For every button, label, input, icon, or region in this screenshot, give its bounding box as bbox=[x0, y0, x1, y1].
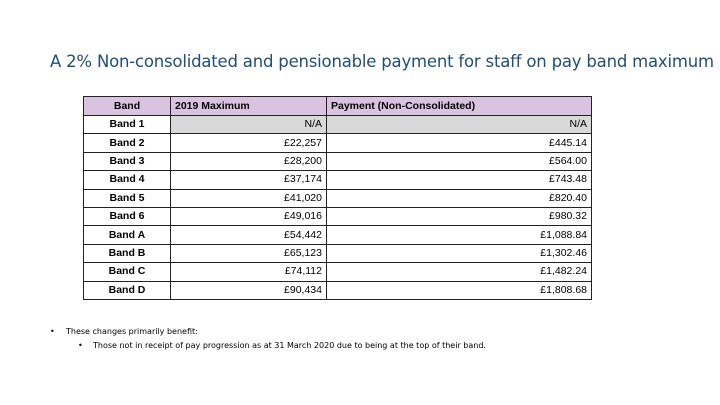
pay-table bbox=[83, 96, 592, 300]
bullet-text: These changes primarily benefit: bbox=[66, 327, 198, 336]
band-cell: Band 2 bbox=[84, 134, 171, 152]
payment-cell: £1,808.68 bbox=[327, 281, 592, 299]
payment-cell: £743.48 bbox=[327, 171, 592, 189]
table-header-row bbox=[84, 97, 592, 116]
bullet-item bbox=[50, 327, 486, 336]
band-cell: Band 5 bbox=[84, 189, 171, 207]
maximum-cell: £54,442 bbox=[171, 226, 327, 244]
payment-cell: £980.32 bbox=[327, 207, 592, 225]
bullet-icon: • bbox=[78, 341, 83, 350]
band-cell: Band 4 bbox=[84, 171, 171, 189]
band-cell: Band A bbox=[84, 226, 171, 244]
payment-cell: £1,088.84 bbox=[327, 226, 592, 244]
payment-cell: £445.14 bbox=[327, 134, 592, 152]
bullet-icon: • bbox=[50, 327, 55, 336]
sub-bullet-text: Those not in receipt of pay progression as at 31 March 2020 due to being at the top of their band. bbox=[93, 341, 486, 350]
payment-cell: N/A bbox=[327, 116, 592, 134]
table-row bbox=[84, 116, 592, 134]
maximum-cell: £49,016 bbox=[171, 207, 327, 225]
table-row bbox=[84, 171, 592, 189]
notes bbox=[50, 327, 486, 350]
band-cell: Band B bbox=[84, 244, 171, 262]
table-row bbox=[84, 226, 592, 244]
header-2019-maximum: 2019 Maximum bbox=[171, 97, 327, 116]
table-row bbox=[84, 281, 592, 299]
header-band: Band bbox=[84, 97, 171, 116]
sub-bullet-item bbox=[50, 341, 486, 350]
slide-title: A 2% Non-consolidated and pensionable payment for staff on pay band maximum bbox=[50, 52, 714, 71]
maximum-cell: N/A bbox=[171, 116, 327, 134]
maximum-cell: £90,434 bbox=[171, 281, 327, 299]
table-row bbox=[84, 134, 592, 152]
band-cell: Band 3 bbox=[84, 152, 171, 170]
band-cell: Band 1 bbox=[84, 116, 171, 134]
maximum-cell: £37,174 bbox=[171, 171, 327, 189]
maximum-cell: £74,112 bbox=[171, 263, 327, 281]
table-row bbox=[84, 189, 592, 207]
maximum-cell: £28,200 bbox=[171, 152, 327, 170]
payment-cell: £1,482.24 bbox=[327, 263, 592, 281]
band-cell: Band 6 bbox=[84, 207, 171, 225]
table-row bbox=[84, 152, 592, 170]
maximum-cell: £22,257 bbox=[171, 134, 327, 152]
band-cell: Band C bbox=[84, 263, 171, 281]
payment-cell: £820.40 bbox=[327, 189, 592, 207]
table-row bbox=[84, 263, 592, 281]
band-cell: Band D bbox=[84, 281, 171, 299]
header-payment: Payment (Non-Consolidated) bbox=[327, 97, 592, 116]
maximum-cell: £65,123 bbox=[171, 244, 327, 262]
payment-cell: £564.00 bbox=[327, 152, 592, 170]
maximum-cell: £41,020 bbox=[171, 189, 327, 207]
payment-cell: £1,302.46 bbox=[327, 244, 592, 262]
table-row bbox=[84, 244, 592, 262]
table-row bbox=[84, 207, 592, 225]
